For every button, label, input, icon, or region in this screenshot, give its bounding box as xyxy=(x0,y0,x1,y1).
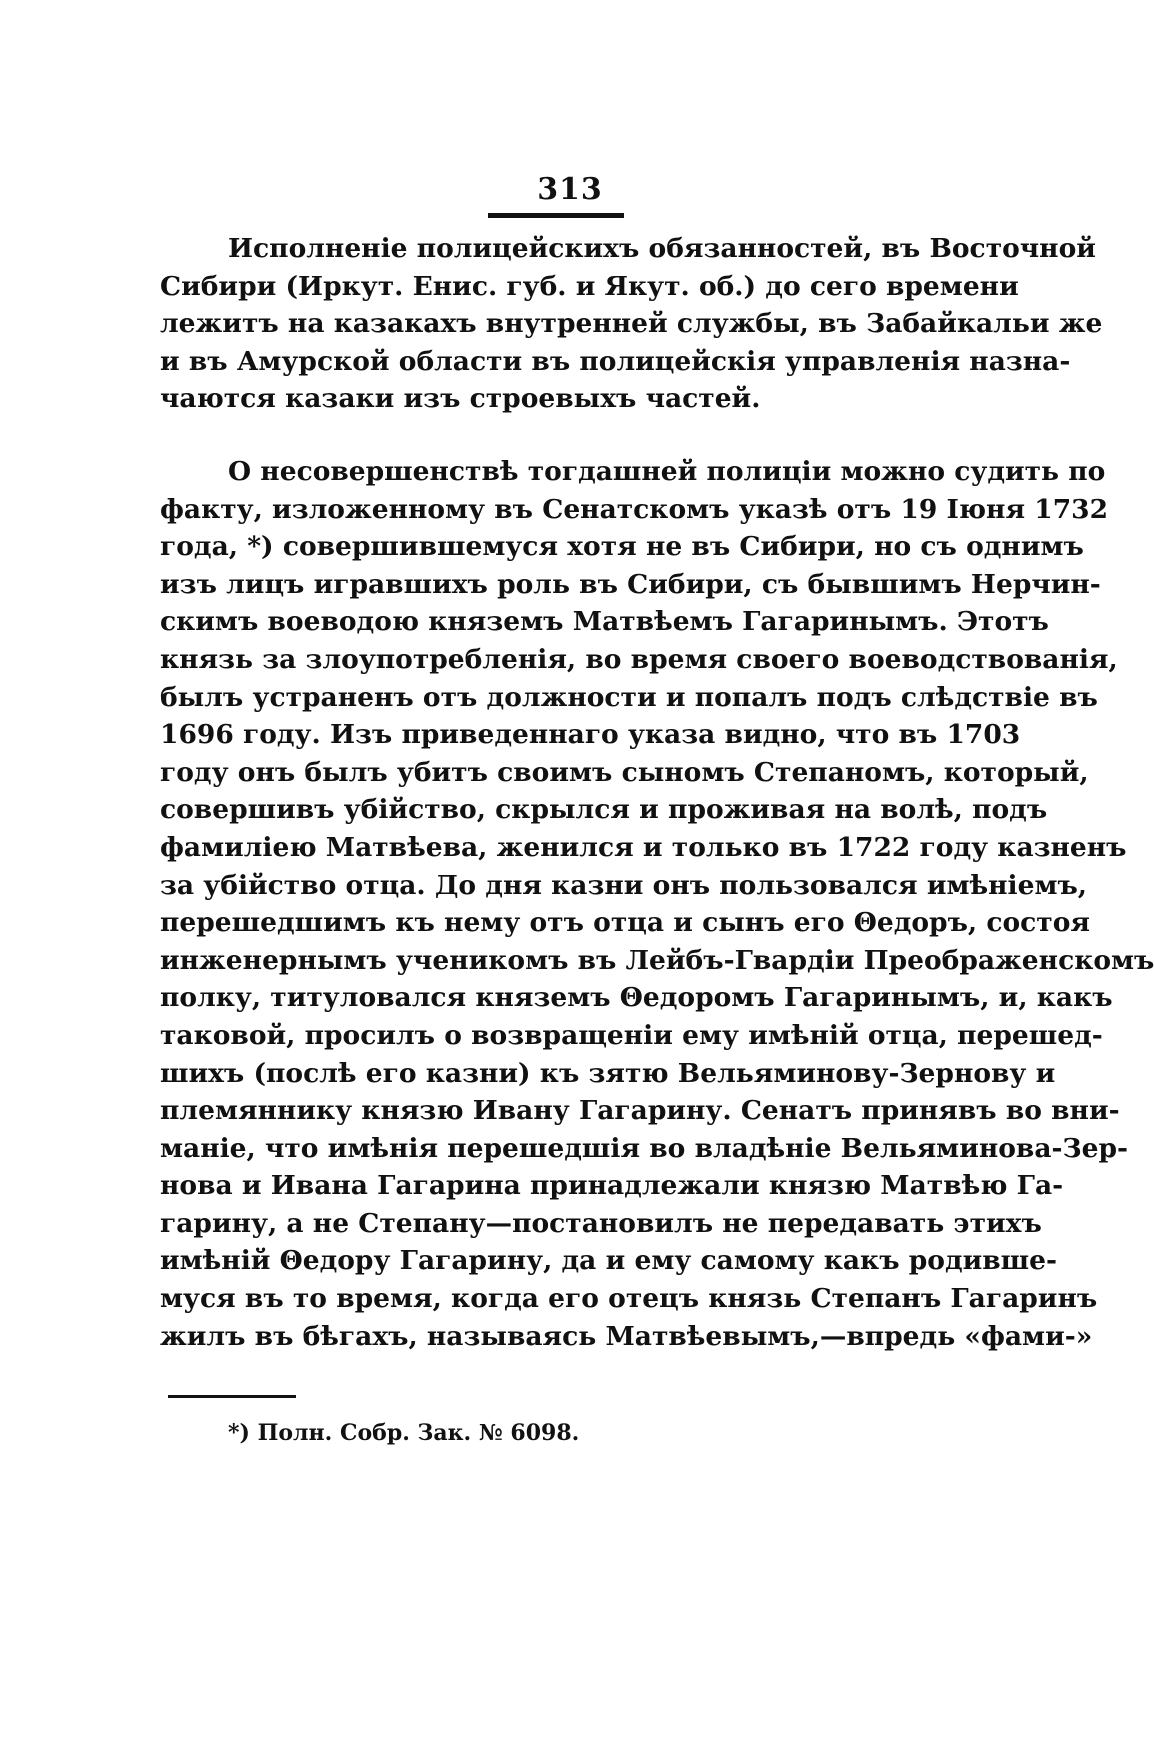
text-line: О несовершенствѣ тогдашней полиціи можно судить по xyxy=(228,456,1106,487)
text-line: фамиліею Матвѣева, женился и только въ 1722 году казненъ xyxy=(160,831,1127,863)
paragraph-1 xyxy=(160,230,1103,418)
text-line: факту, изложенному въ Сенатскомъ указѣ отъ 19 Іюня 1732 xyxy=(160,493,1109,525)
text-line: таковой, просилъ о возвращеніи ему имѣній отца, перешед- xyxy=(160,1019,1103,1051)
text-line: 1696 году. Изъ приведеннаго указа видно, что въ 1703 xyxy=(160,719,1021,751)
text-line: перешедшимъ къ нему отъ отца и сынъ его Θедоръ, состоя xyxy=(160,907,1090,939)
text-line: маніе, что имѣнія перешедшія во владѣніе Вельяминова-Зер- xyxy=(160,1132,1129,1164)
text-line: чаются казаки изъ строевыхъ частей. xyxy=(160,383,761,415)
footnote-rule xyxy=(168,1395,296,1398)
text-line: шихъ (послѣ его казни) къ зятю Вельяминову-Зернову и xyxy=(160,1057,1056,1089)
text-line: совершивъ убійство, скрылся и проживая на волѣ, подъ xyxy=(160,794,1048,826)
text-line: лежитъ на казакахъ внутренней службы, въ Забайкальи же xyxy=(160,308,1103,340)
text-line: за убійство отца. До дня казни онъ пользовался имѣніемъ, xyxy=(160,869,1088,901)
text-line: полку, титуловался княземъ Θедоромъ Гагаринымъ, и, какъ xyxy=(160,982,1113,1014)
text-line: былъ устраненъ отъ должности и попалъ подъ слѣдствіе въ xyxy=(160,681,1098,713)
footnote: *) Полн. Собр. Зак. № 6098. xyxy=(228,1420,580,1446)
text-line: имѣній Θедору Гагарину, да и ему самому какъ родивше- xyxy=(160,1245,1058,1277)
text-line: году онъ былъ убитъ своимъ сыномъ Степаномъ, который, xyxy=(160,756,1089,788)
text-line: жилъ въ бѣгахъ, называясь Матвѣевымъ,—впредь «фами-» xyxy=(160,1320,1093,1352)
text-line: и въ Амурской области въ полицейскія управленія назна- xyxy=(160,345,1071,377)
text-line: муся въ то время, когда его отецъ князь Степанъ Гагаринъ xyxy=(160,1283,1098,1315)
text-line: скимъ воеводою княземъ Матвѣемъ Гагаринымъ. Этотъ xyxy=(160,606,1049,638)
text-line: изъ лицъ игравшихъ роль въ Сибири, съ бывшимъ Нерчин- xyxy=(160,568,1101,600)
paragraph-2 xyxy=(160,453,1154,1355)
text-line: гарину, а не Степану—постановилъ не передавать этихъ xyxy=(160,1207,1042,1239)
text-line: Сибири (Иркут. Енис. губ. и Якут. об.) до сего времени xyxy=(160,270,1019,302)
page-number: 313 xyxy=(537,172,603,207)
text-line: нова и Ивана Гагарина принадлежали князю Матвѣю Га- xyxy=(160,1170,1064,1202)
text-line: князь за злоупотребленія, во время своего воеводствованія, xyxy=(160,643,1118,675)
text-line: племяннику князю Ивану Гагарину. Сенатъ принявъ во вни- xyxy=(160,1095,1120,1127)
text-line: инженернымъ ученикомъ въ Лейбъ-Гвардіи Преображенскомъ xyxy=(160,944,1154,976)
text-line: Исполненіе полицейскихъ обязанностей, въ Восточной xyxy=(228,233,1096,264)
header-rule xyxy=(488,213,624,218)
text-line: года, *) совершившемуся хотя не въ Сибири, но съ однимъ xyxy=(160,531,1084,563)
